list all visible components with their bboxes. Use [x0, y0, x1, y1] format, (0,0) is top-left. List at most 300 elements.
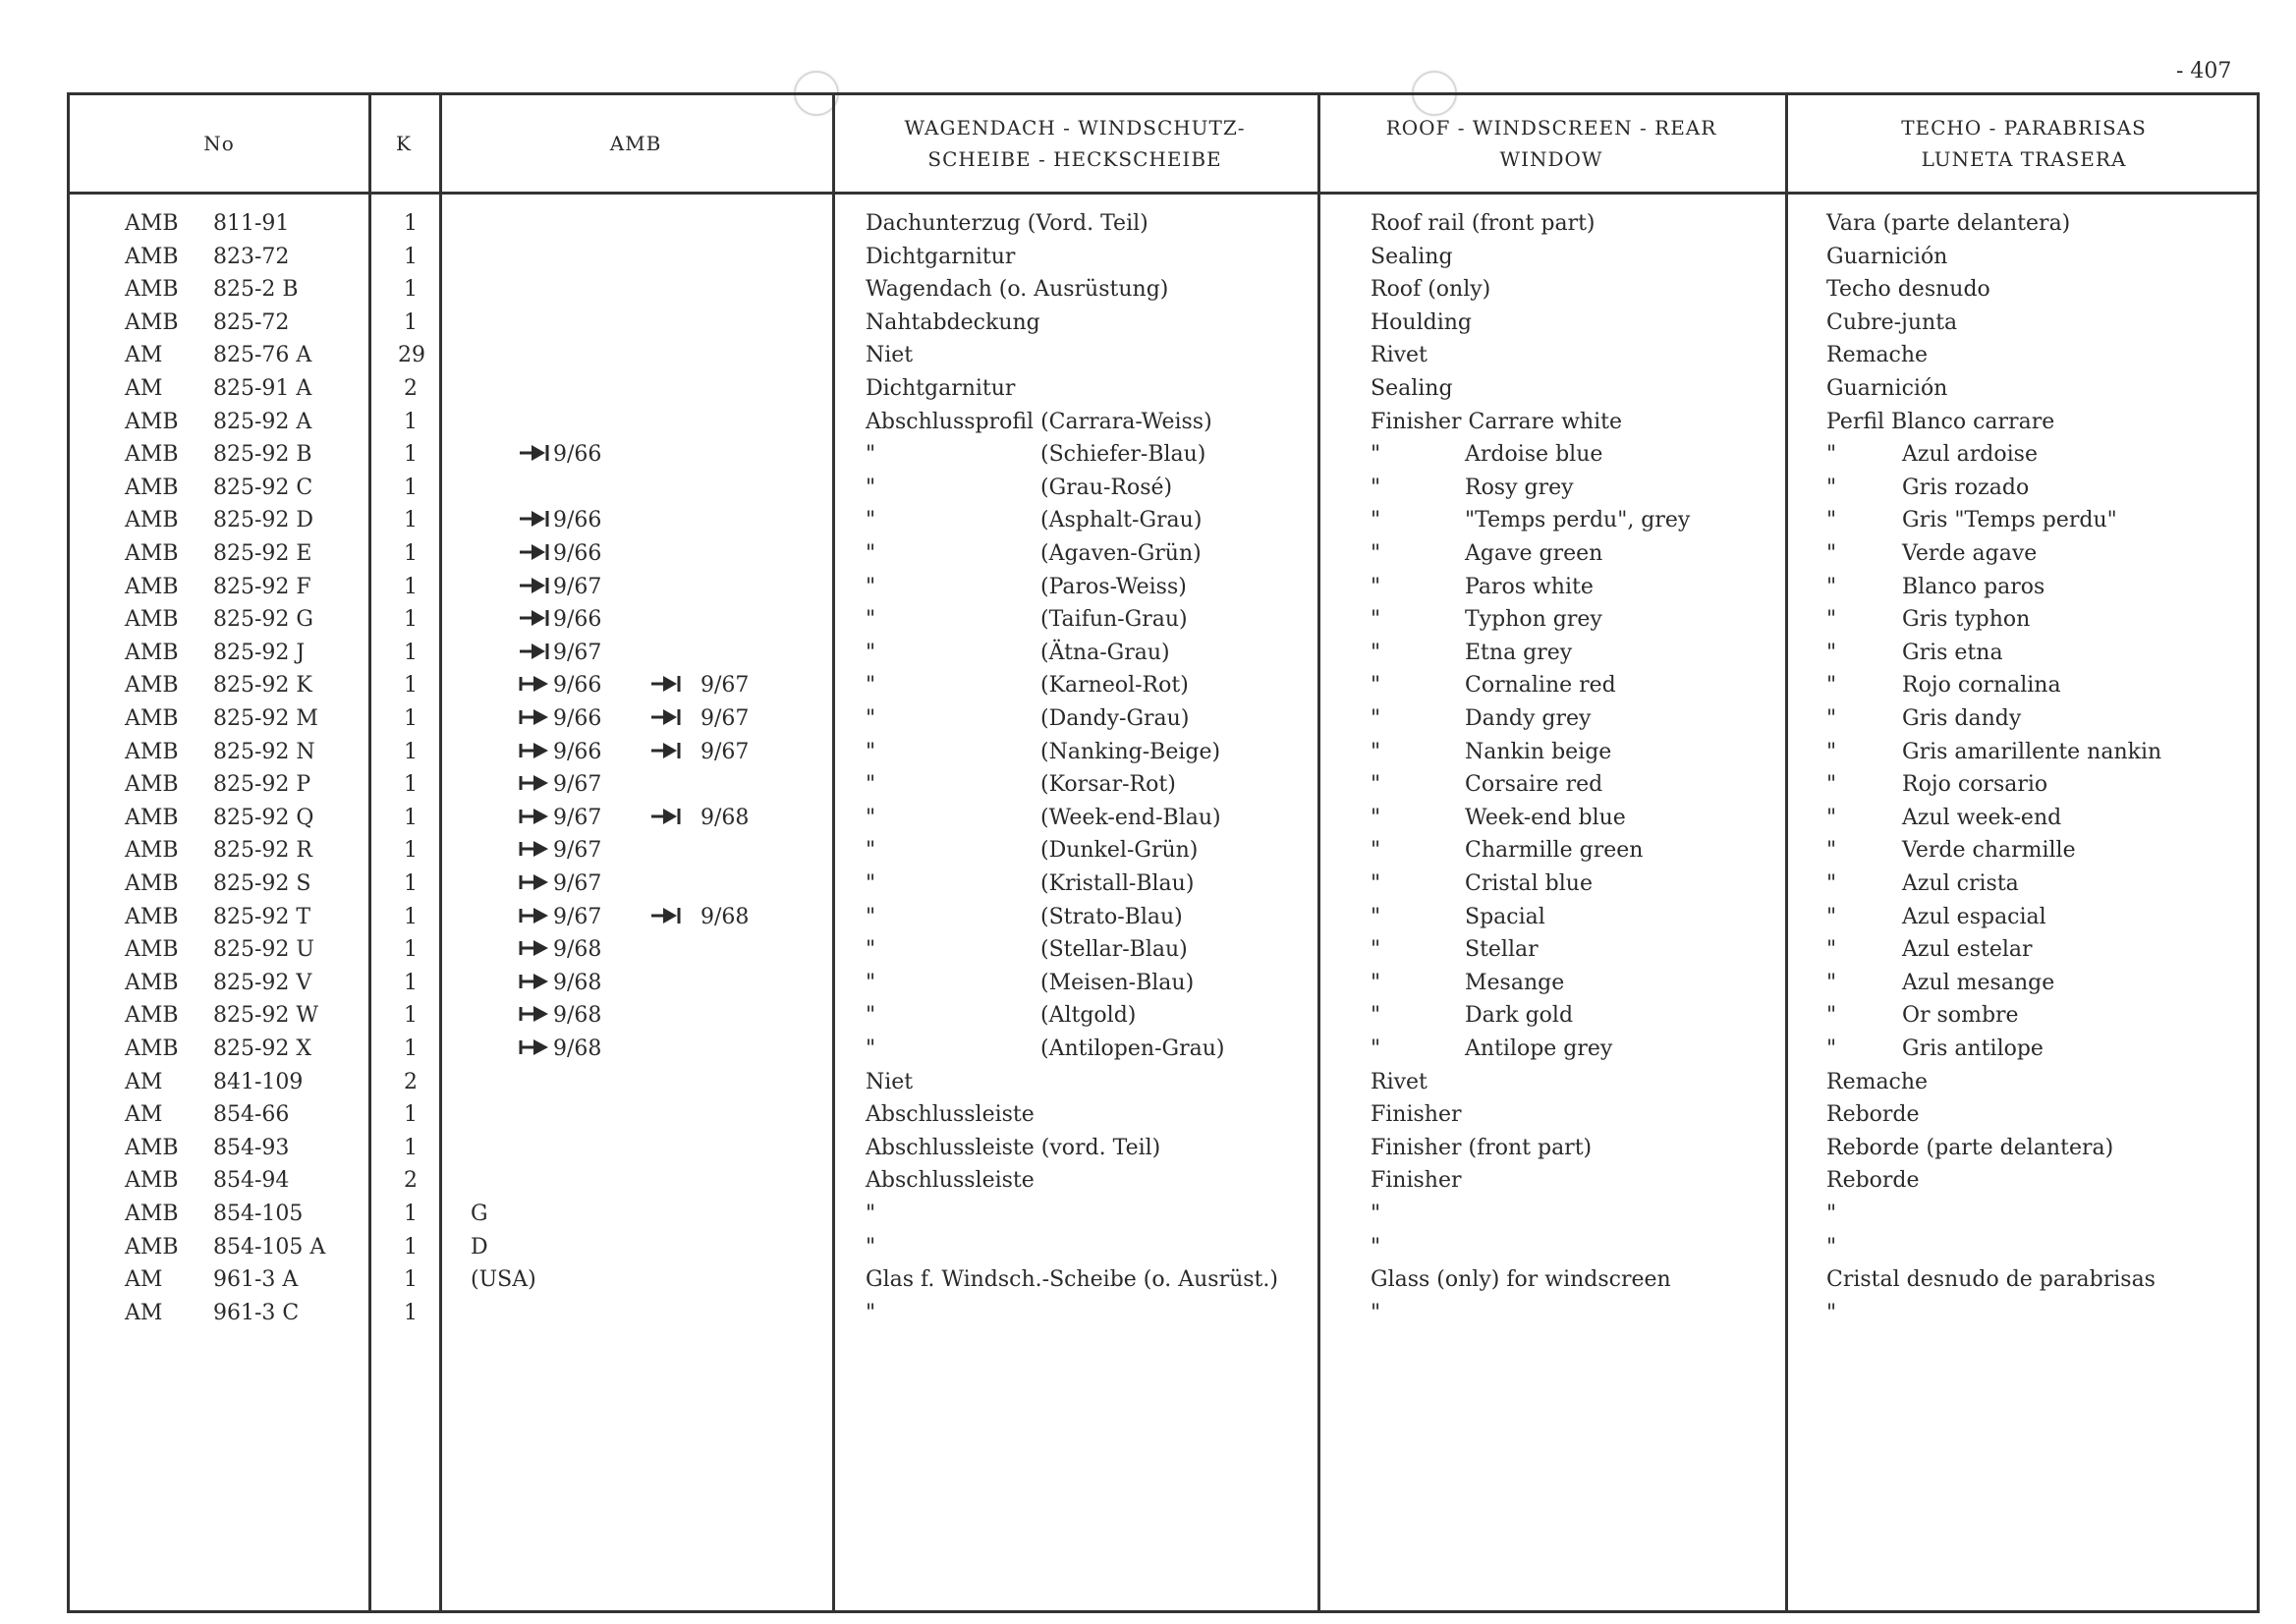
table-row	[70, 575, 2257, 607]
spanish-description: Gris rozado	[1902, 475, 2030, 500]
quantity: 1	[404, 409, 418, 434]
quantity: 1	[404, 1234, 418, 1260]
from-date-arrow-icon	[518, 807, 551, 826]
german-description: (Meisen-Blau)	[1040, 970, 1195, 995]
spanish-ditto-mark: "	[1826, 640, 1837, 665]
spanish-description: Azul crista	[1902, 871, 2019, 896]
english-description: "	[1371, 1300, 1381, 1325]
part-prefix: AMB	[125, 1003, 179, 1029]
date-label: 9/66	[553, 442, 602, 468]
english-ditto-mark: "	[1371, 607, 1381, 633]
german-ditto-mark: "	[866, 838, 876, 864]
english-description: Corsaire red	[1465, 772, 1603, 798]
part-number: 825-92 F	[213, 574, 311, 599]
spanish-description: Reborde	[1826, 1168, 1920, 1194]
quantity: 1	[404, 838, 418, 864]
spanish-description: Cristal desnudo de parabrisas	[1826, 1267, 2156, 1293]
german-ditto-mark: "	[866, 904, 876, 929]
date-label: 9/68	[553, 1036, 602, 1061]
quantity: 1	[404, 1267, 418, 1293]
english-description: Sealing	[1371, 376, 1453, 401]
english-description: Stellar	[1465, 937, 1539, 963]
german-description: Dichtgarnitur	[866, 376, 1016, 401]
quantity: 1	[404, 574, 418, 599]
part-prefix: AM	[125, 1102, 163, 1128]
until-date-arrow-icon	[518, 509, 551, 529]
table-row	[70, 508, 2257, 540]
english-ditto-mark: "	[1371, 541, 1381, 566]
part-number: 825-92 W	[213, 1003, 319, 1029]
spanish-description: Or sombre	[1902, 1003, 2019, 1029]
quantity: 1	[404, 673, 418, 699]
valid-until-date	[649, 806, 749, 830]
valid-from-date	[518, 740, 601, 764]
part-number: 825-92 B	[213, 442, 312, 468]
table-row	[70, 706, 2257, 739]
table-row	[70, 641, 2257, 673]
part-prefix: AMB	[125, 409, 179, 434]
spanish-ditto-mark: "	[1826, 574, 1837, 599]
german-ditto-mark: "	[866, 871, 876, 896]
english-ditto-mark: "	[1371, 739, 1381, 764]
part-prefix: AMB	[125, 871, 179, 896]
german-description: (Week-end-Blau)	[1040, 805, 1221, 830]
table-row	[70, 1070, 2257, 1102]
english-description: "	[1371, 1234, 1381, 1260]
header-german-line: WAGENDACH - WINDSCHUTZ-	[904, 116, 1246, 140]
english-description: Rosy grey	[1465, 475, 1574, 500]
spanish-ditto-mark: "	[1826, 805, 1837, 830]
german-description: "	[866, 1202, 876, 1226]
quantity: 1	[404, 607, 418, 633]
spanish-description: Gris antilope	[1902, 1036, 2044, 1061]
spanish-ditto-mark: "	[1826, 970, 1837, 995]
german-ditto-mark: "	[866, 772, 876, 798]
date-label: 9/68	[700, 904, 750, 929]
english-ditto-mark: "	[1371, 1003, 1381, 1029]
part-number: 961-3 C	[213, 1300, 300, 1325]
german-ditto-mark: "	[866, 805, 876, 830]
english-description: Antilope grey	[1465, 1036, 1613, 1061]
english-description: Houlding	[1371, 309, 1473, 335]
valid-from-date	[518, 772, 601, 797]
part-number: 825-92 T	[213, 904, 311, 929]
table-row	[70, 971, 2257, 1003]
spanish-description: Azul mesange	[1902, 970, 2055, 995]
english-ditto-mark: "	[1371, 871, 1381, 896]
english-description: Roof rail (front part)	[1371, 211, 1596, 236]
variant-code: (USA)	[471, 1267, 536, 1293]
part-number: 825-91 A	[213, 376, 312, 401]
until-date-arrow-icon	[518, 576, 551, 595]
german-description: Abschlussleiste	[866, 1168, 1035, 1194]
english-ditto-mark: "	[1371, 508, 1381, 533]
valid-from-date	[518, 706, 601, 731]
spanish-ditto-mark: "	[1826, 838, 1837, 864]
spanish-description: Cubre-junta	[1826, 309, 1958, 335]
valid-until-date	[649, 673, 749, 698]
table-row	[70, 245, 2257, 277]
spanish-ditto-mark: "	[1826, 739, 1837, 764]
until-date-arrow-icon	[518, 642, 551, 661]
spanish-description: Verde charmille	[1902, 838, 2076, 864]
date-label: 9/67	[553, 871, 602, 896]
english-ditto-mark: "	[1371, 805, 1381, 830]
from-date-arrow-icon	[518, 1037, 551, 1057]
header-german	[832, 95, 1317, 192]
english-description: Glass (only) for windscreen	[1371, 1267, 1671, 1293]
spanish-description: Rojo corsario	[1902, 772, 2048, 798]
part-number: 825-92 M	[213, 706, 318, 731]
table-row	[70, 1235, 2257, 1267]
german-ditto-mark: "	[866, 508, 876, 533]
part-prefix: AMB	[125, 211, 179, 236]
from-date-arrow-icon	[518, 938, 551, 958]
header-spanish	[1785, 95, 2263, 192]
spanish-ditto-mark: "	[1826, 871, 1837, 896]
valid-until-date	[518, 508, 601, 532]
from-date-arrow-icon	[518, 741, 551, 760]
english-ditto-mark: "	[1371, 1036, 1381, 1061]
variant-code: D	[471, 1234, 488, 1260]
part-prefix: AMB	[125, 1036, 179, 1061]
valid-from-date	[518, 673, 601, 698]
spanish-ditto-mark: "	[1826, 673, 1837, 699]
part-prefix: AM	[125, 1069, 163, 1094]
from-date-arrow-icon	[518, 906, 551, 925]
quantity: 1	[404, 211, 418, 236]
part-prefix: AM	[125, 1267, 163, 1293]
table-row	[70, 740, 2257, 772]
english-description: Etna grey	[1465, 640, 1573, 665]
spanish-ditto-mark: "	[1826, 442, 1837, 468]
table-row	[70, 211, 2257, 244]
part-prefix: AMB	[125, 574, 179, 599]
spanish-ditto-mark: "	[1826, 706, 1837, 731]
english-description: Finisher	[1371, 1168, 1462, 1194]
german-description: (Asphalt-Grau)	[1040, 508, 1203, 533]
english-ditto-mark: "	[1371, 937, 1381, 963]
spanish-description: Guarnición	[1826, 244, 1948, 269]
valid-from-date	[518, 871, 601, 896]
date-label: 9/67	[700, 706, 750, 731]
table-row	[70, 905, 2257, 937]
table-row	[70, 476, 2257, 508]
part-number: 854-93	[213, 1135, 290, 1160]
quantity: 1	[404, 508, 418, 533]
german-description: (Strato-Blau)	[1040, 904, 1183, 929]
date-label: 9/67	[553, 904, 602, 929]
date-label: 9/67	[553, 640, 602, 665]
quantity: 1	[404, 1102, 418, 1128]
date-label: 9/67	[553, 805, 602, 830]
date-label: 9/66	[553, 541, 602, 566]
spanish-ditto-mark: "	[1826, 904, 1837, 929]
spanish-description: Remache	[1826, 1069, 1929, 1094]
english-description: Finisher (front part)	[1371, 1135, 1593, 1160]
valid-until-date	[518, 641, 601, 665]
part-prefix: AMB	[125, 277, 179, 303]
part-prefix: AMB	[125, 904, 179, 929]
german-description: (Agaven-Grün)	[1040, 541, 1202, 566]
part-prefix: AMB	[125, 937, 179, 963]
spanish-ditto-mark: "	[1826, 541, 1837, 566]
part-prefix: AMB	[125, 442, 179, 468]
part-prefix: AMB	[125, 475, 179, 500]
part-number: 841-109	[213, 1069, 304, 1094]
part-number: 854-66	[213, 1102, 290, 1128]
german-ditto-mark: "	[866, 640, 876, 665]
from-date-arrow-icon	[518, 839, 551, 859]
german-description: (Nanking-Beige)	[1040, 739, 1221, 764]
quantity: 1	[404, 1202, 418, 1226]
part-number: 811-91	[213, 211, 290, 236]
part-prefix: AMB	[125, 309, 179, 335]
german-description: "	[866, 1300, 876, 1325]
part-number: 825-2 B	[213, 277, 299, 303]
english-ditto-mark: "	[1371, 904, 1381, 929]
english-description: Paros white	[1465, 574, 1594, 599]
english-description: Week-end blue	[1465, 805, 1626, 830]
english-description: Sealing	[1371, 244, 1453, 269]
header-english-line: WINDOW	[1499, 147, 1603, 171]
spanish-ditto-mark: "	[1826, 1036, 1837, 1061]
german-ditto-mark: "	[866, 706, 876, 731]
german-description: (Antilopen-Grau)	[1040, 1036, 1225, 1061]
date-label: 9/67	[553, 574, 602, 599]
part-number: 825-76 A	[213, 343, 312, 368]
date-label: 9/66	[553, 739, 602, 764]
part-number: 854-105 A	[213, 1234, 326, 1260]
part-number: 825-92 N	[213, 739, 315, 764]
german-description: Nahtabdeckung	[866, 309, 1040, 335]
table-row	[70, 871, 2257, 904]
german-description: (Karneol-Rot)	[1040, 673, 1189, 699]
english-description: Nankin beige	[1465, 739, 1612, 764]
english-ditto-mark: "	[1371, 772, 1381, 798]
spanish-description: Azul espacial	[1902, 904, 2046, 929]
valid-from-date	[518, 1003, 601, 1028]
english-description: Cristal blue	[1465, 871, 1593, 896]
spanish-description: Guarnición	[1826, 376, 1948, 401]
german-description: (Schiefer-Blau)	[1040, 442, 1206, 468]
valid-until-date	[649, 706, 749, 731]
german-ditto-mark: "	[866, 475, 876, 500]
german-description: Niet	[866, 1069, 914, 1094]
german-ditto-mark: "	[866, 739, 876, 764]
page-number: - 407	[2176, 59, 2232, 84]
quantity: 1	[404, 1135, 418, 1160]
table-row	[70, 310, 2257, 343]
english-description: Agave green	[1465, 541, 1603, 566]
part-number: 825-92 Q	[213, 805, 314, 830]
quantity: 1	[404, 970, 418, 995]
spanish-description: Gris dandy	[1902, 706, 2022, 731]
part-prefix: AMB	[125, 508, 179, 533]
spanish-description: Azul ardoise	[1902, 442, 2038, 468]
part-prefix: AMB	[125, 244, 179, 269]
date-label: 9/67	[553, 772, 602, 798]
spanish-ditto-mark: "	[1826, 607, 1837, 633]
german-ditto-mark: "	[866, 541, 876, 566]
part-number: 825-92 E	[213, 541, 312, 566]
spanish-ditto-mark: "	[1826, 772, 1837, 798]
valid-until-date	[518, 575, 601, 599]
valid-until-date	[649, 905, 749, 929]
english-ditto-mark: "	[1371, 673, 1381, 699]
spanish-description: Gris etna	[1902, 640, 2003, 665]
english-description: Finisher	[1371, 1102, 1462, 1128]
table-row	[70, 1036, 2257, 1069]
header-english	[1317, 95, 1785, 192]
date-label: 9/67	[700, 673, 750, 699]
english-description: Spacial	[1465, 904, 1545, 929]
valid-from-date	[518, 806, 601, 830]
english-ditto-mark: "	[1371, 442, 1381, 468]
spanish-description: Rojo cornalina	[1902, 673, 2061, 699]
from-date-arrow-icon	[518, 872, 551, 892]
table-row	[70, 343, 2257, 375]
date-label: 9/68	[553, 970, 602, 995]
part-prefix: AM	[125, 343, 163, 368]
quantity: 2	[404, 1069, 418, 1094]
spanish-description: Gris amarillente nankin	[1902, 739, 2162, 764]
date-label: 9/68	[700, 805, 750, 830]
header-spanish-line: TECHO - PARABRISAS	[1901, 116, 2147, 140]
table-row	[70, 937, 2257, 970]
quantity: 1	[404, 904, 418, 929]
table-row	[70, 410, 2257, 442]
parts-table	[67, 92, 2260, 1613]
english-description: Typhon grey	[1465, 607, 1602, 633]
english-ditto-mark: "	[1371, 970, 1381, 995]
spanish-description: Reborde	[1826, 1102, 1920, 1128]
spanish-description: Azul week-end	[1902, 805, 2062, 830]
table-row	[70, 1168, 2257, 1201]
valid-from-date	[518, 971, 601, 995]
part-prefix: AMB	[125, 607, 179, 633]
date-label: 9/66	[553, 607, 602, 633]
table-row	[70, 277, 2257, 309]
english-description: Finisher Carrare white	[1371, 409, 1623, 434]
table-row	[70, 772, 2257, 805]
spanish-description: Azul estelar	[1902, 937, 2033, 963]
quantity: 29	[398, 343, 425, 368]
spanish-ditto-mark: "	[1826, 508, 1837, 533]
german-ditto-mark: "	[866, 1003, 876, 1029]
german-ditto-mark: "	[866, 1036, 876, 1061]
date-label: 9/66	[553, 706, 602, 731]
from-date-arrow-icon	[518, 707, 551, 727]
from-date-arrow-icon	[518, 1004, 551, 1024]
part-prefix: AMB	[125, 541, 179, 566]
from-date-arrow-icon	[518, 972, 551, 991]
german-ditto-mark: "	[866, 937, 876, 963]
part-number: 825-92 C	[213, 475, 313, 500]
part-number: 825-92 S	[213, 871, 311, 896]
spanish-description: Vara (parte delantera)	[1826, 211, 2071, 236]
header-k: K	[396, 132, 412, 155]
part-prefix: AMB	[125, 1234, 179, 1260]
part-prefix: AMB	[125, 970, 179, 995]
table-row	[70, 442, 2257, 475]
part-number: 854-94	[213, 1168, 290, 1194]
english-ditto-mark: "	[1371, 838, 1381, 864]
english-description: Charmille green	[1465, 838, 1644, 864]
english-ditto-mark: "	[1371, 706, 1381, 731]
spanish-description: Verde agave	[1902, 541, 2038, 566]
part-number: 825-92 P	[213, 772, 311, 798]
variant-code: G	[471, 1202, 488, 1226]
part-number: 825-92 J	[213, 640, 306, 665]
table-row	[70, 1003, 2257, 1036]
valid-until-date	[518, 607, 601, 632]
part-number: 825-72	[213, 309, 290, 335]
part-prefix: AMB	[125, 1202, 179, 1226]
part-prefix: AM	[125, 1300, 163, 1325]
until-date-arrow-icon	[518, 443, 551, 463]
part-prefix: AMB	[125, 706, 179, 731]
german-description: (Dandy-Grau)	[1040, 706, 1190, 731]
english-description: Dandy grey	[1465, 706, 1592, 731]
quantity: 1	[404, 1300, 418, 1325]
german-ditto-mark: "	[866, 607, 876, 633]
valid-from-date	[518, 937, 601, 962]
quantity: 1	[404, 277, 418, 303]
part-prefix: AMB	[125, 838, 179, 864]
english-description: Mesange	[1465, 970, 1565, 995]
date-label: 9/68	[553, 937, 602, 963]
part-number: 854-105	[213, 1202, 304, 1226]
part-number: 825-92 G	[213, 607, 313, 633]
part-prefix: AM	[125, 376, 163, 401]
table-row	[70, 673, 2257, 705]
german-description: (Altgold)	[1040, 1003, 1137, 1029]
part-number: 823-72	[213, 244, 290, 269]
german-description: (Grau-Rosé)	[1040, 475, 1173, 500]
quantity: 1	[404, 805, 418, 830]
part-prefix: AMB	[125, 640, 179, 665]
german-description: (Kristall-Blau)	[1040, 871, 1195, 896]
quantity: 1	[404, 475, 418, 500]
english-description: Rivet	[1371, 343, 1428, 368]
english-description: Cornaline red	[1465, 673, 1616, 699]
part-number: 825-92 R	[213, 838, 312, 864]
quantity: 2	[404, 1168, 418, 1194]
english-description: Roof (only)	[1371, 277, 1491, 303]
quantity: 1	[404, 1003, 418, 1029]
part-number: 825-92 K	[213, 673, 312, 699]
german-description: Dichtgarnitur	[866, 244, 1016, 269]
spanish-description: Gris "Temps perdu"	[1902, 508, 2117, 533]
spanish-description: Remache	[1826, 343, 1929, 368]
valid-from-date	[518, 1036, 601, 1061]
table-row	[70, 1267, 2257, 1300]
until-date-arrow-icon	[649, 674, 683, 694]
part-prefix: AMB	[125, 673, 179, 699]
quantity: 1	[404, 442, 418, 468]
german-ditto-mark: "	[866, 442, 876, 468]
part-number: 825-92 U	[213, 937, 314, 963]
spanish-ditto-mark: "	[1826, 475, 1837, 500]
table-row	[70, 607, 2257, 640]
spanish-ditto-mark: "	[1826, 937, 1837, 963]
date-label: 9/68	[553, 1003, 602, 1029]
part-number: 961-3 A	[213, 1267, 299, 1293]
quantity: 1	[404, 739, 418, 764]
german-ditto-mark: "	[866, 574, 876, 599]
part-number: 825-92 D	[213, 508, 314, 533]
